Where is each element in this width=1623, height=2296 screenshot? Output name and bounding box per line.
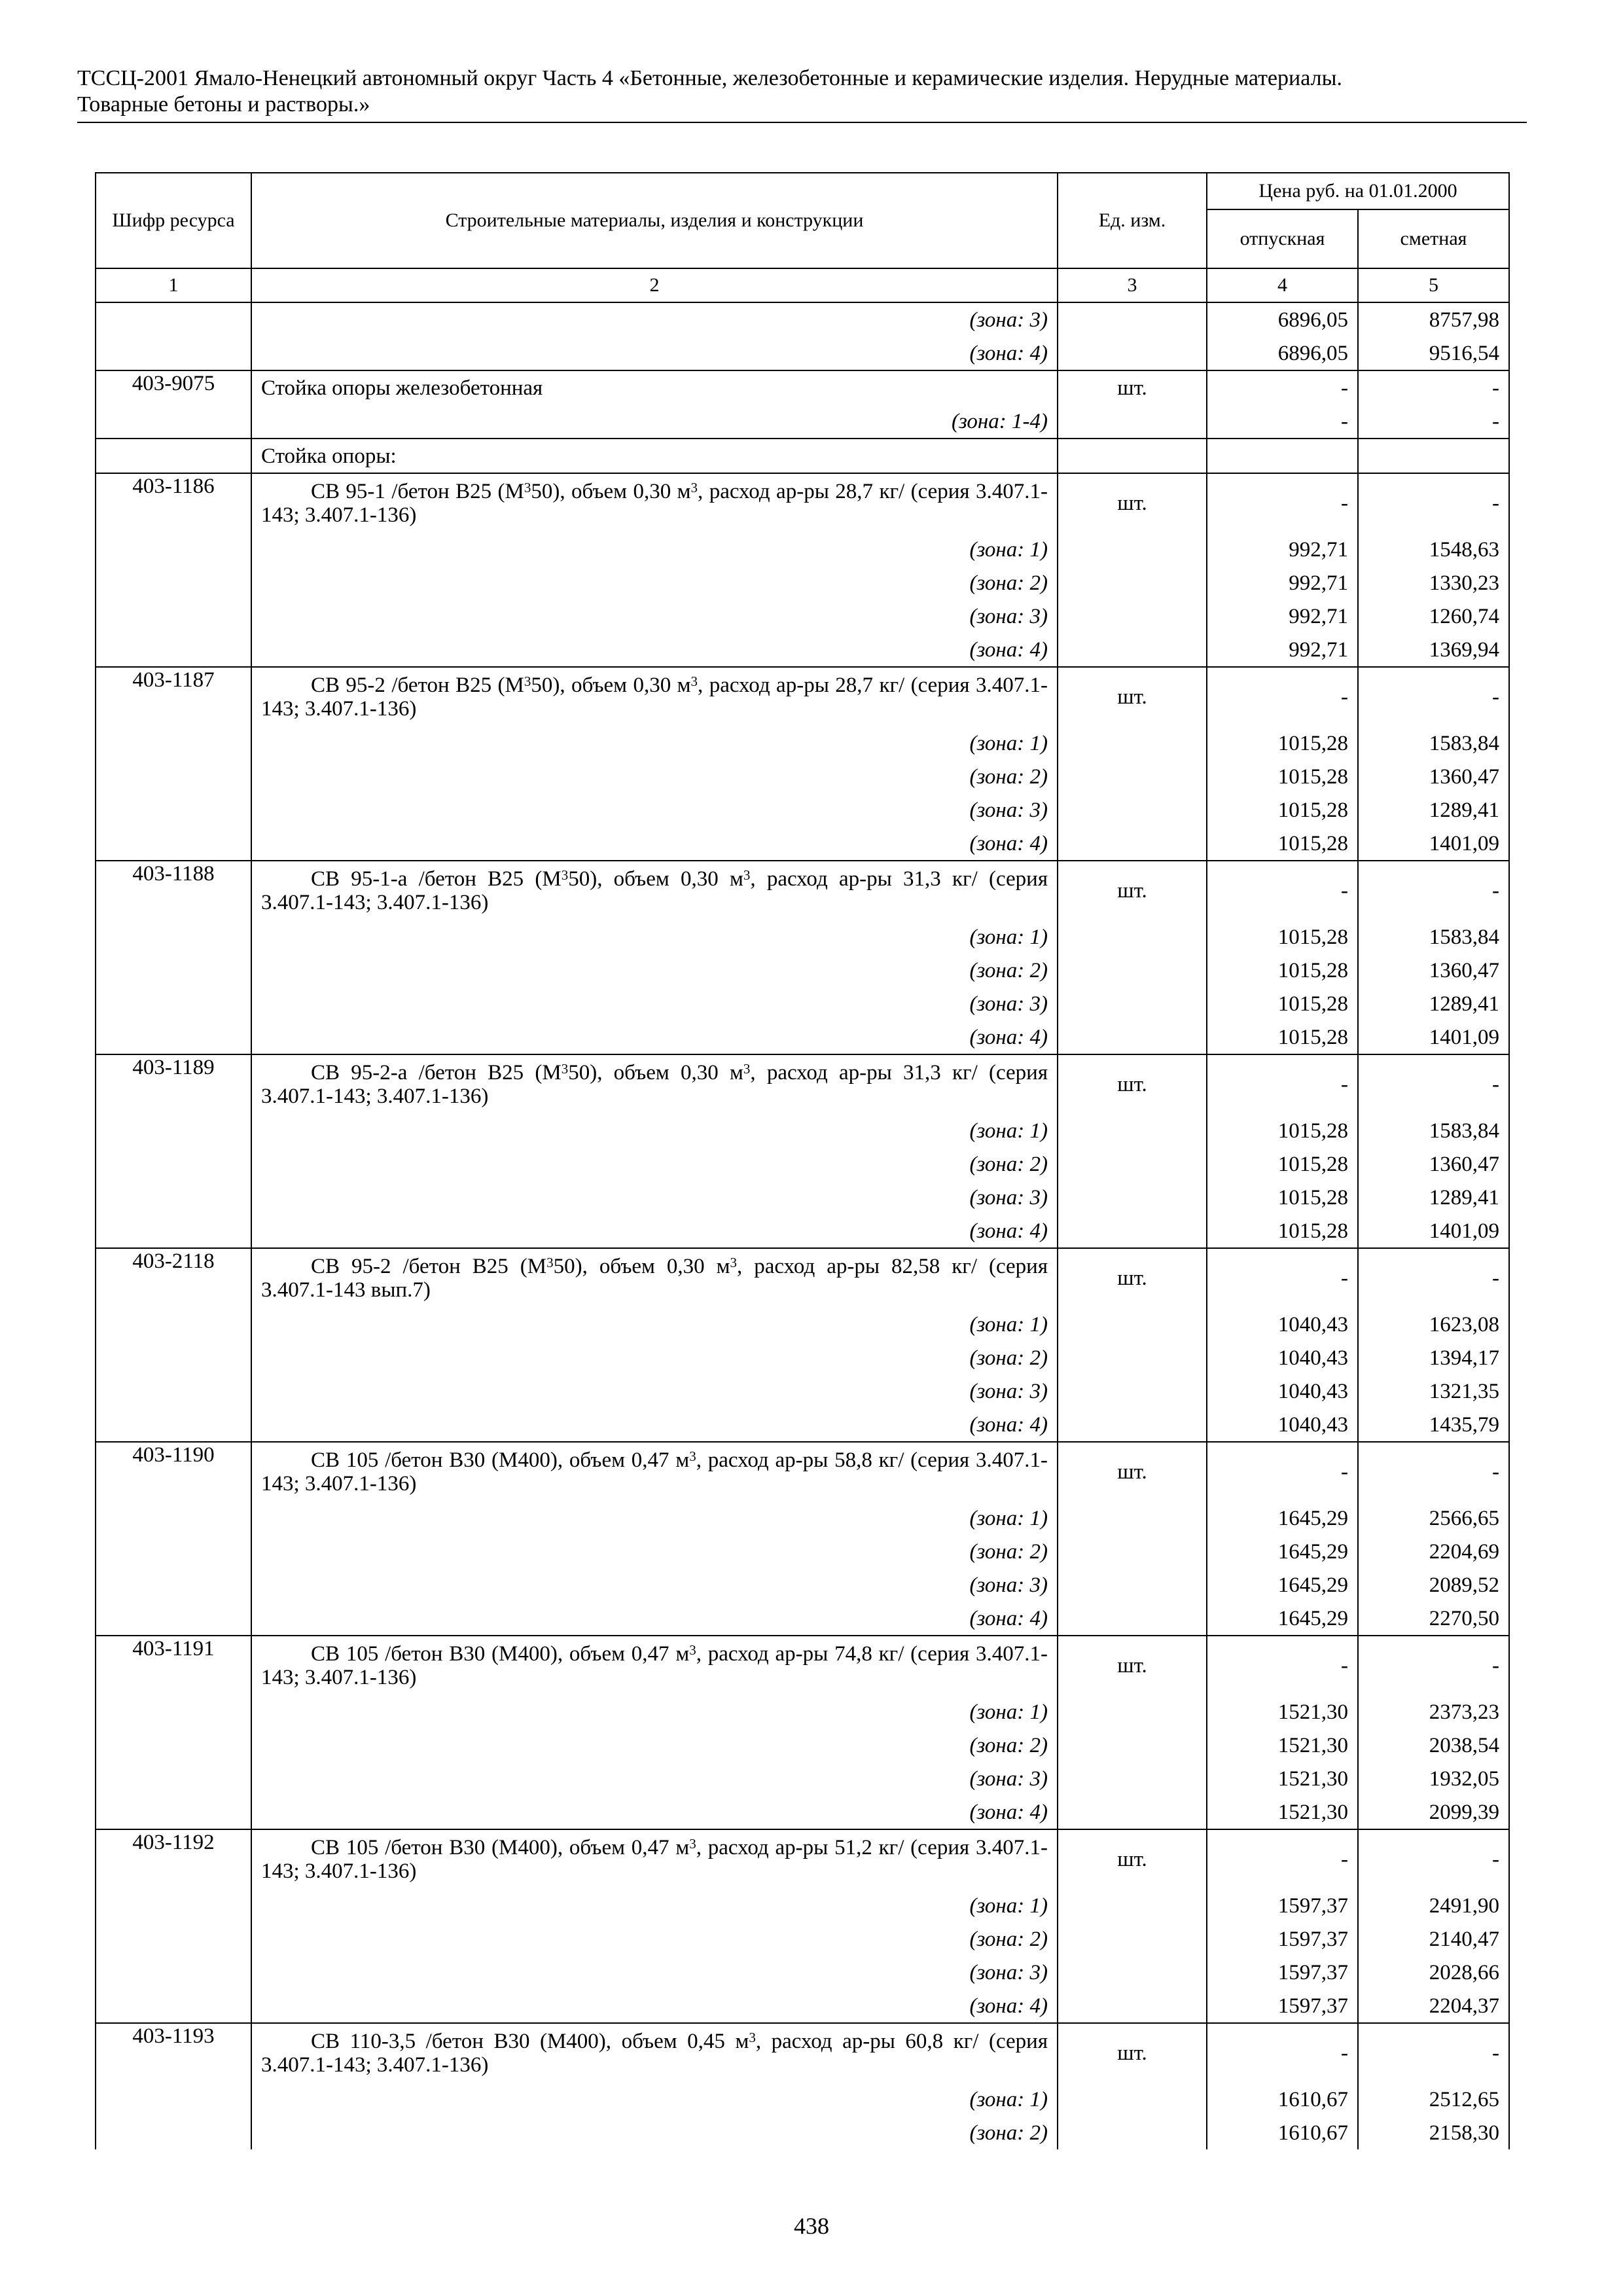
release-price: 1040,43	[1207, 1341, 1358, 1374]
zone-label: (зона: 1)	[251, 726, 1058, 760]
zone-label: (зона: 2)	[251, 1147, 1058, 1181]
table-row	[96, 1956, 1509, 1989]
release-price: -	[1207, 1829, 1358, 1889]
table-row	[96, 302, 1509, 336]
col-number: 3	[1058, 268, 1207, 302]
resource-code: 403-1193	[96, 2023, 251, 2083]
table-row	[96, 1408, 1509, 1442]
release-price: 1015,28	[1207, 954, 1358, 987]
release-price: 1015,28	[1207, 1020, 1358, 1054]
estimate-price: -	[1358, 1054, 1509, 1114]
estimate-price: 2204,69	[1358, 1535, 1509, 1568]
estimate-price: 1369,94	[1358, 633, 1509, 667]
release-price: 1645,29	[1207, 1568, 1358, 1602]
release-price: 1610,67	[1207, 2083, 1358, 2116]
table-row	[96, 439, 1509, 473]
release-price: 1645,29	[1207, 1535, 1358, 1568]
release-price: 1015,28	[1207, 760, 1358, 793]
release-price: 1645,29	[1207, 1501, 1358, 1535]
table-row	[96, 633, 1509, 667]
estimate-price: -	[1358, 404, 1509, 439]
unit: шт.	[1058, 1636, 1207, 1695]
table-row	[96, 920, 1509, 954]
table-row	[96, 1795, 1509, 1829]
release-price: 992,71	[1207, 566, 1358, 600]
zone-label: (зона: 1)	[251, 2083, 1058, 2116]
estimate-price: 2373,23	[1358, 1695, 1509, 1729]
estimate-price: 2140,47	[1358, 1922, 1509, 1956]
release-price: -	[1207, 370, 1358, 404]
release-price: 1015,28	[1207, 726, 1358, 760]
table-row	[96, 566, 1509, 600]
release-price: 1040,43	[1207, 1308, 1358, 1341]
release-price: -	[1207, 861, 1358, 920]
release-price: 992,71	[1207, 533, 1358, 566]
estimate-price: 1394,17	[1358, 1341, 1509, 1374]
release-price: 6896,05	[1207, 336, 1358, 370]
release-price: 1015,28	[1207, 1147, 1358, 1181]
table-row	[96, 2023, 1509, 2083]
unit: шт.	[1058, 1248, 1207, 1308]
zone-label: (зона: 4)	[251, 1214, 1058, 1248]
estimate-price: -	[1358, 861, 1509, 920]
zone-label: (зона: 2)	[251, 1729, 1058, 1762]
table-row	[96, 1636, 1509, 1695]
release-price: 1597,37	[1207, 1889, 1358, 1922]
material-description: СВ 110-3,5 /бетон В30 (М400), объем 0,45 $м^3$, расход ар-ры 60,8 кг/ (серия 3.407.1-143; 3.407.1-136)	[251, 2023, 1058, 2083]
release-price: -	[1207, 404, 1358, 439]
table-row	[96, 1374, 1509, 1408]
table-row	[96, 1341, 1509, 1374]
estimate-price: 1623,08	[1358, 1308, 1509, 1341]
zone-label: (зона: 1-4)	[251, 404, 1058, 439]
estimate-price: -	[1358, 1636, 1509, 1695]
resource-code: 403-1186	[96, 473, 251, 533]
estimate-price: 1583,84	[1358, 1114, 1509, 1147]
zone-label: (зона: 4)	[251, 1989, 1058, 2023]
release-price: 1015,28	[1207, 987, 1358, 1020]
zone-label: (зона: 4)	[251, 1602, 1058, 1636]
release-price: 1521,30	[1207, 1729, 1358, 1762]
zone-label: (зона: 3)	[251, 1568, 1058, 1602]
release-price: 1645,29	[1207, 1602, 1358, 1636]
zone-label: (зона: 1)	[251, 1889, 1058, 1922]
col-number: 4	[1207, 268, 1358, 302]
zone-label: (зона: 3)	[251, 987, 1058, 1020]
zone-label: (зона: 2)	[251, 2116, 1058, 2149]
table-row	[96, 1889, 1509, 1922]
estimate-price: -	[1358, 1829, 1509, 1889]
resource-code: 403-1188	[96, 861, 251, 920]
zone-label: (зона: 4)	[251, 1795, 1058, 1829]
release-price: 1015,28	[1207, 793, 1358, 827]
zone-label: (зона: 1)	[251, 1114, 1058, 1147]
estimate-price: 1932,05	[1358, 1762, 1509, 1795]
resource-code: 403-1190	[96, 1442, 251, 1501]
table-row	[96, 1181, 1509, 1214]
estimate-price: 1583,84	[1358, 726, 1509, 760]
table-row	[96, 1695, 1509, 1729]
material-description: СВ 95-1-а /бетон В25 $(М^350)$, объем 0,30 $м^3$, расход ар-ры 31,3 кг/ (серия 3.407.1-143; 3.407.1-136)	[251, 861, 1058, 920]
release-price: -	[1207, 1636, 1358, 1695]
estimate-price: -	[1358, 370, 1509, 404]
material-description: СВ 95-2 /бетон В25 $(М^350)$, объем 0,30 $м^3$, расход ар-ры 82,58 кг/ (серия 3.407.1-143 вып.7)	[251, 1248, 1058, 1308]
table-row	[96, 1308, 1509, 1341]
unit: шт.	[1058, 1829, 1207, 1889]
table-row	[96, 1989, 1509, 2023]
estimate-price: 1330,23	[1358, 566, 1509, 600]
table-row	[96, 1501, 1509, 1535]
table-row	[96, 1568, 1509, 1602]
page-number: 438	[794, 2213, 829, 2239]
unit: шт.	[1058, 2023, 1207, 2083]
release-price: -	[1207, 667, 1358, 726]
estimate-price: 1583,84	[1358, 920, 1509, 954]
estimate-price: 1321,35	[1358, 1374, 1509, 1408]
release-price: 1015,28	[1207, 920, 1358, 954]
estimate-price: 2099,39	[1358, 1795, 1509, 1829]
col-number: 1	[96, 268, 251, 302]
estimate-price: 2028,66	[1358, 1956, 1509, 1989]
material-description: СВ 95-2-а /бетон В25 $(М^350)$, объем 0,30 $м^3$, расход ар-ры 31,3 кг/ (серия 3.407.1-143; 3.407.1-136)	[251, 1054, 1058, 1114]
table-row	[96, 827, 1509, 861]
col-header-estimate-price: сметная	[1358, 209, 1509, 268]
estimate-price: 2566,65	[1358, 1501, 1509, 1535]
table-row	[96, 1829, 1509, 1889]
release-price: 1015,28	[1207, 1214, 1358, 1248]
release-price: 1521,30	[1207, 1695, 1358, 1729]
release-price: -	[1207, 473, 1358, 533]
unit: шт.	[1058, 370, 1207, 404]
estimate-price: -	[1358, 1442, 1509, 1501]
document-header	[77, 65, 1527, 123]
table-row	[96, 533, 1509, 566]
col-header-code: Шифр ресурса	[96, 173, 251, 268]
estimate-price: 1401,09	[1358, 827, 1509, 861]
zone-label: (зона: 1)	[251, 533, 1058, 566]
price-table	[95, 172, 1510, 2149]
estimate-price: 1360,47	[1358, 1147, 1509, 1181]
group-title: Стойка опоры:	[251, 439, 1058, 473]
release-price: 1521,30	[1207, 1762, 1358, 1795]
zone-label: (зона: 4)	[251, 336, 1058, 370]
estimate-price: 2491,90	[1358, 1889, 1509, 1922]
estimate-price: 1548,63	[1358, 533, 1509, 566]
release-price: 1015,28	[1207, 827, 1358, 861]
table-row	[96, 370, 1509, 404]
release-price: 1597,37	[1207, 1989, 1358, 2023]
estimate-price: -	[1358, 1248, 1509, 1308]
zone-label: (зона: 3)	[251, 1956, 1058, 1989]
estimate-price: 1401,09	[1358, 1214, 1509, 1248]
table-row	[96, 600, 1509, 633]
table-row	[96, 1602, 1509, 1636]
material-description: СВ 105 /бетон В30 (М400), объем 0,47 $м^3$, расход ар-ры 51,2 кг/ (серия 3.407.1-143; 3.407.1-136)	[251, 1829, 1058, 1889]
zone-label: (зона: 4)	[251, 633, 1058, 667]
estimate-price: 2270,50	[1358, 1602, 1509, 1636]
estimate-price: 1289,41	[1358, 987, 1509, 1020]
estimate-price: 8757,98	[1358, 302, 1509, 336]
release-price: -	[1207, 2023, 1358, 2083]
zone-label: (зона: 4)	[251, 1408, 1058, 1442]
zone-label: (зона: 2)	[251, 566, 1058, 600]
estimate-price: 2204,37	[1358, 1989, 1509, 2023]
resource-code: 403-1187	[96, 667, 251, 726]
header-line-2: Товарные бетоны и растворы.»	[77, 92, 370, 117]
estimate-price: 1401,09	[1358, 1020, 1509, 1054]
table-row	[96, 1535, 1509, 1568]
unit: шт.	[1058, 667, 1207, 726]
table-row	[96, 1442, 1509, 1501]
estimate-price: 2089,52	[1358, 1568, 1509, 1602]
table-row	[96, 667, 1509, 726]
table-row	[96, 987, 1509, 1020]
zone-label: (зона: 2)	[251, 954, 1058, 987]
col-header-unit: Ед. изм.	[1058, 173, 1207, 268]
zone-label: (зона: 1)	[251, 1308, 1058, 1341]
estimate-price: 2512,65	[1358, 2083, 1509, 2116]
col-header-price-group: Цена руб. на 01.01.2000	[1207, 173, 1509, 209]
release-price: -	[1207, 1054, 1358, 1114]
release-price: 1597,37	[1207, 1922, 1358, 1956]
material-description: СВ 105 /бетон В30 (М400), объем 0,47 $м^3$, расход ар-ры 58,8 кг/ (серия 3.407.1-143; 3.407.1-136)	[251, 1442, 1058, 1501]
col-number: 5	[1358, 268, 1509, 302]
table-row	[96, 726, 1509, 760]
estimate-price: 2038,54	[1358, 1729, 1509, 1762]
resource-code: 403-2118	[96, 1248, 251, 1308]
table-row	[96, 861, 1509, 920]
table-row	[96, 793, 1509, 827]
table-row	[96, 1147, 1509, 1181]
resource-code: 403-1189	[96, 1054, 251, 1114]
table-row	[96, 1054, 1509, 1114]
release-price: 6896,05	[1207, 302, 1358, 336]
zone-label: (зона: 1)	[251, 1501, 1058, 1535]
release-price: 1597,37	[1207, 1956, 1358, 1989]
estimate-price: -	[1358, 473, 1509, 533]
zone-label: (зона: 2)	[251, 760, 1058, 793]
zone-label: (зона: 4)	[251, 827, 1058, 861]
release-price: -	[1207, 1442, 1358, 1501]
unit: шт.	[1058, 861, 1207, 920]
release-price: -	[1207, 1248, 1358, 1308]
unit: шт.	[1058, 1442, 1207, 1501]
table-row	[96, 1248, 1509, 1308]
release-price: 1040,43	[1207, 1374, 1358, 1408]
estimate-price: 1260,74	[1358, 600, 1509, 633]
table-row	[96, 336, 1509, 370]
estimate-price: 1435,79	[1358, 1408, 1509, 1442]
estimate-price: 9516,54	[1358, 336, 1509, 370]
resource-code: 403-1191	[96, 1636, 251, 1695]
release-price: 1610,67	[1207, 2116, 1358, 2149]
zone-label: (зона: 2)	[251, 1341, 1058, 1374]
zone-label: (зона: 3)	[251, 600, 1058, 633]
table-row	[96, 1214, 1509, 1248]
zone-label: (зона: 3)	[251, 1374, 1058, 1408]
zone-label: (зона: 3)	[251, 302, 1058, 336]
material-name: Стойка опоры железобетонная	[251, 370, 1058, 404]
resource-code: 403-1192	[96, 1829, 251, 1889]
material-description: СВ 105 /бетон В30 (М400), объем 0,47 $м^3$, расход ар-ры 74,8 кг/ (серия 3.407.1-143; 3.407.1-136)	[251, 1636, 1058, 1695]
col-header-name: Строительные материалы, изделия и конструкции	[251, 173, 1058, 268]
estimate-price: 1289,41	[1358, 1181, 1509, 1214]
table-row	[96, 1729, 1509, 1762]
material-description: СВ 95-1 /бетон В25 $(М^350)$, объем 0,30 $м^3$, расход ар-ры 28,7 кг/ (серия 3.407.1-143; 3.407.1-136)	[251, 473, 1058, 533]
table-row	[96, 2083, 1509, 2116]
table-row	[96, 954, 1509, 987]
release-price: 1015,28	[1207, 1181, 1358, 1214]
zone-label: (зона: 1)	[251, 1695, 1058, 1729]
table-row	[96, 473, 1509, 533]
estimate-price: 1360,47	[1358, 954, 1509, 987]
table-row	[96, 404, 1509, 439]
material-description: СВ 95-2 /бетон В25 $(М^350)$, объем 0,30 $м^3$, расход ар-ры 28,7 кг/ (серия 3.407.1-143; 3.407.1-136)	[251, 667, 1058, 726]
release-price: 992,71	[1207, 633, 1358, 667]
zone-label: (зона: 3)	[251, 1762, 1058, 1795]
table-row	[96, 1020, 1509, 1054]
zone-label: (зона: 1)	[251, 920, 1058, 954]
table-row	[96, 1114, 1509, 1147]
estimate-price: 2158,30	[1358, 2116, 1509, 2149]
release-price: 1015,28	[1207, 1114, 1358, 1147]
zone-label: (зона: 3)	[251, 793, 1058, 827]
unit: шт.	[1058, 1054, 1207, 1114]
release-price: 992,71	[1207, 600, 1358, 633]
header-line-1: ТССЦ-2001 Ямало-Ненецкий автономный округ Часть 4 «Бетонные, железобетонные и керамические изделия. Нерудные материалы.	[77, 66, 1342, 90]
estimate-price: -	[1358, 667, 1509, 726]
estimate-price: 1360,47	[1358, 760, 1509, 793]
table-row	[96, 1922, 1509, 1956]
col-header-release-price: отпускная	[1207, 209, 1358, 268]
estimate-price: 1289,41	[1358, 793, 1509, 827]
table-row	[96, 760, 1509, 793]
release-price: 1521,30	[1207, 1795, 1358, 1829]
table-row	[96, 2116, 1509, 2149]
resource-code: 403-9075	[96, 370, 251, 404]
zone-label: (зона: 2)	[251, 1535, 1058, 1568]
estimate-price: -	[1358, 2023, 1509, 2083]
zone-label: (зона: 3)	[251, 1181, 1058, 1214]
col-number: 2	[251, 268, 1058, 302]
zone-label: (зона: 4)	[251, 1020, 1058, 1054]
table-row	[96, 1762, 1509, 1795]
release-price: 1040,43	[1207, 1408, 1358, 1442]
zone-label: (зона: 2)	[251, 1922, 1058, 1956]
unit: шт.	[1058, 473, 1207, 533]
